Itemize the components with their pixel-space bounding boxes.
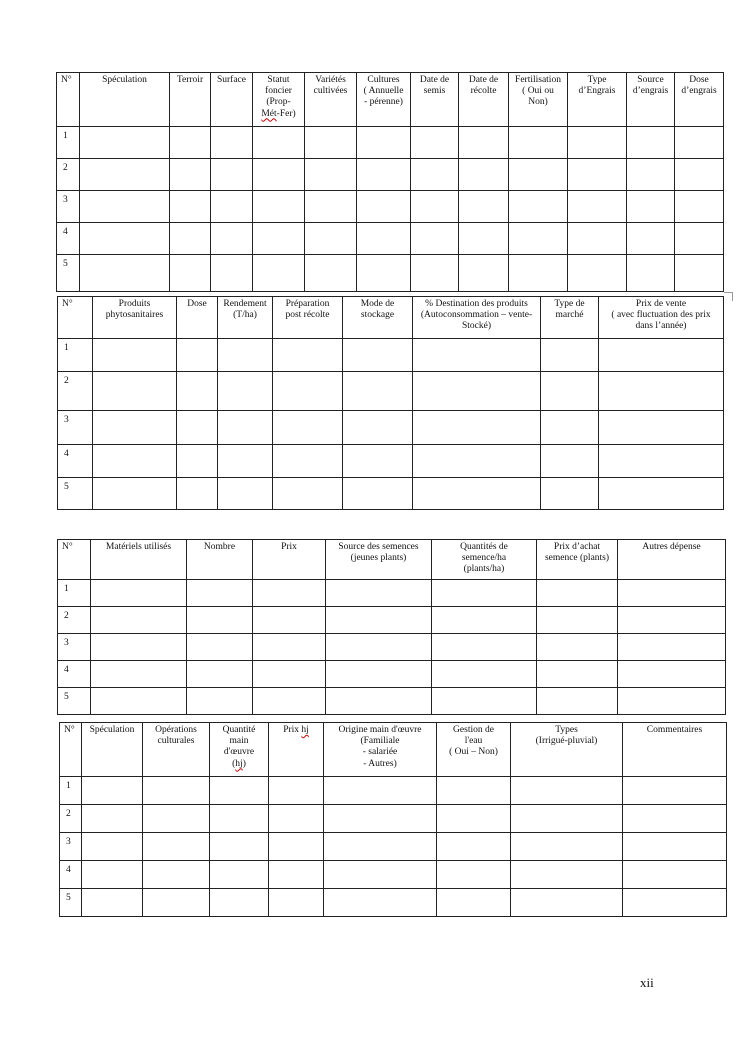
header-types: Types (Irrigué-pluvial) — [511, 723, 623, 777]
empty-cell[interactable] — [326, 607, 432, 634]
table-row — [57, 127, 724, 159]
empty-cell[interactable] — [599, 411, 724, 445]
empty-cell[interactable] — [273, 411, 343, 445]
empty-cell[interactable] — [343, 445, 413, 478]
table-cultures — [56, 72, 724, 292]
row-number: 2 — [58, 607, 91, 634]
empty-cell[interactable] — [437, 889, 511, 917]
header-type-marche: Type de marché — [541, 297, 599, 339]
empty-cell[interactable] — [91, 580, 187, 607]
empty-cell[interactable] — [541, 478, 599, 510]
empty-cell[interactable] — [541, 445, 599, 478]
empty-cell[interactable] — [537, 688, 618, 715]
empty-cell[interactable] — [511, 889, 623, 917]
header-speculation: Spéculation — [82, 723, 143, 777]
empty-cell[interactable] — [568, 191, 627, 223]
empty-cell[interactable] — [413, 478, 541, 510]
row-number: 4 — [60, 861, 82, 889]
empty-cell[interactable] — [623, 805, 727, 833]
empty-cell[interactable] — [432, 607, 537, 634]
empty-cell[interactable] — [273, 339, 343, 372]
empty-cell[interactable] — [541, 372, 599, 411]
empty-cell[interactable] — [343, 478, 413, 510]
empty-cell[interactable] — [411, 127, 459, 159]
header-autres-depense: Autres dépense — [618, 540, 726, 580]
empty-cell[interactable] — [627, 159, 675, 191]
empty-cell[interactable] — [305, 159, 357, 191]
empty-cell[interactable] — [459, 159, 509, 191]
header-commentaires: Commentaires — [623, 723, 727, 777]
empty-cell[interactable] — [211, 127, 253, 159]
empty-cell[interactable] — [618, 580, 726, 607]
row-number: 3 — [60, 833, 82, 861]
header-materiels: Matériels utilisés — [91, 540, 187, 580]
empty-cell[interactable] — [413, 445, 541, 478]
empty-cell[interactable] — [253, 191, 305, 223]
empty-cell[interactable] — [253, 661, 326, 688]
table-main-oeuvre — [59, 722, 727, 917]
empty-cell[interactable] — [187, 661, 253, 688]
empty-cell[interactable] — [253, 580, 326, 607]
header-varietes: Variétés cultivées — [305, 73, 357, 127]
empty-cell[interactable] — [93, 445, 177, 478]
empty-cell[interactable] — [80, 127, 170, 159]
corner-mark — [724, 292, 733, 301]
empty-cell[interactable] — [437, 805, 511, 833]
empty-cell[interactable] — [411, 191, 459, 223]
empty-cell[interactable] — [177, 339, 218, 372]
table-row — [60, 833, 727, 861]
header-terroir: Terroir — [170, 73, 211, 127]
empty-cell[interactable] — [432, 580, 537, 607]
empty-cell[interactable] — [509, 159, 568, 191]
empty-cell[interactable] — [269, 889, 324, 917]
row-number: 3 — [58, 634, 91, 661]
empty-cell[interactable] — [324, 777, 437, 805]
row-number: 4 — [58, 445, 93, 478]
empty-cell[interactable] — [177, 445, 218, 478]
empty-cell[interactable] — [269, 805, 324, 833]
empty-cell[interactable] — [218, 478, 273, 510]
empty-cell[interactable] — [599, 478, 724, 510]
row-number: 3 — [57, 191, 80, 223]
empty-cell[interactable] — [82, 833, 143, 861]
empty-cell[interactable] — [305, 191, 357, 223]
row-number: 5 — [60, 889, 82, 917]
table-row — [58, 634, 726, 661]
empty-cell[interactable] — [253, 255, 305, 292]
empty-cell[interactable] — [82, 889, 143, 917]
empty-cell[interactable] — [568, 255, 627, 292]
header-source-engrais: Source d’engrais — [627, 73, 675, 127]
empty-cell[interactable] — [170, 127, 211, 159]
empty-cell[interactable] — [305, 255, 357, 292]
header-dose: Dose — [177, 297, 218, 339]
row-number: 1 — [58, 580, 91, 607]
empty-cell[interactable] — [326, 661, 432, 688]
empty-cell[interactable] — [324, 889, 437, 917]
empty-cell[interactable] — [343, 411, 413, 445]
empty-cell[interactable] — [509, 191, 568, 223]
empty-cell[interactable] — [143, 833, 210, 861]
empty-cell[interactable] — [511, 777, 623, 805]
empty-cell[interactable] — [627, 223, 675, 255]
empty-cell[interactable] — [253, 127, 305, 159]
header-quantites-semence: Quantités de semence/ha (plants/ha) — [432, 540, 537, 580]
empty-cell[interactable] — [568, 159, 627, 191]
table-row — [58, 339, 724, 372]
table-materiels — [57, 539, 726, 715]
empty-cell[interactable] — [218, 339, 273, 372]
empty-cell[interactable] — [80, 223, 170, 255]
header-speculation: Spéculation — [80, 73, 170, 127]
table-row — [58, 661, 726, 688]
row-number: 4 — [57, 223, 80, 255]
row-number: 4 — [58, 661, 91, 688]
row-number: 5 — [58, 688, 91, 715]
empty-cell[interactable] — [91, 634, 187, 661]
empty-cell[interactable] — [80, 255, 170, 292]
empty-cell[interactable] — [170, 159, 211, 191]
empty-cell[interactable] — [218, 372, 273, 411]
empty-cell[interactable] — [253, 223, 305, 255]
header-origine-main-oeuvre: Origine main d'œuvre (Familiale - salariée - Autres) — [324, 723, 437, 777]
empty-cell[interactable] — [93, 411, 177, 445]
table-row — [58, 688, 726, 715]
empty-cell[interactable] — [80, 191, 170, 223]
header-statut-foncier: Statut foncier (Prop- Mét-Fer) — [253, 73, 305, 127]
empty-cell[interactable] — [269, 777, 324, 805]
table-production — [57, 296, 724, 510]
empty-cell[interactable] — [210, 861, 269, 889]
row-number: 3 — [58, 411, 93, 445]
table-row — [58, 478, 724, 510]
empty-cell[interactable] — [143, 861, 210, 889]
empty-cell[interactable] — [411, 255, 459, 292]
header-quantite-main-oeuvre: Quantité main d'œuvre (hj) — [210, 723, 269, 777]
empty-cell[interactable] — [93, 478, 177, 510]
empty-cell[interactable] — [273, 478, 343, 510]
empty-cell[interactable] — [568, 127, 627, 159]
empty-cell[interactable] — [343, 372, 413, 411]
empty-cell[interactable] — [537, 634, 618, 661]
header-num: N° — [57, 73, 80, 127]
table-row — [58, 607, 726, 634]
empty-cell[interactable] — [509, 255, 568, 292]
empty-cell[interactable] — [82, 861, 143, 889]
row-number: 2 — [60, 805, 82, 833]
row-number: 5 — [58, 478, 93, 510]
empty-cell[interactable] — [177, 478, 218, 510]
empty-cell[interactable] — [91, 688, 187, 715]
empty-cell[interactable] — [437, 861, 511, 889]
empty-cell[interactable] — [437, 833, 511, 861]
empty-cell[interactable] — [343, 339, 413, 372]
empty-cell[interactable] — [675, 191, 724, 223]
header-date-recolte: Date de récolte — [459, 73, 509, 127]
empty-cell[interactable] — [269, 833, 324, 861]
empty-cell[interactable] — [627, 191, 675, 223]
empty-cell[interactable] — [413, 411, 541, 445]
empty-cell[interactable] — [437, 777, 511, 805]
empty-cell[interactable] — [91, 661, 187, 688]
empty-cell[interactable] — [326, 580, 432, 607]
empty-cell[interactable] — [210, 805, 269, 833]
empty-cell[interactable] — [618, 688, 726, 715]
header-type-engrais: Type d’Engrais — [568, 73, 627, 127]
empty-cell[interactable] — [623, 889, 727, 917]
empty-cell[interactable] — [618, 634, 726, 661]
empty-cell[interactable] — [618, 607, 726, 634]
empty-cell[interactable] — [568, 223, 627, 255]
empty-cell[interactable] — [82, 805, 143, 833]
header-cultures: Cultures ( Annuelle - pérenne) — [357, 73, 411, 127]
header-rendement: Rendement (T/ha) — [218, 297, 273, 339]
empty-cell[interactable] — [93, 339, 177, 372]
header-prix: Prix — [253, 540, 326, 580]
empty-cell[interactable] — [541, 411, 599, 445]
header-stockage: Mode de stockage — [343, 297, 413, 339]
page-number: xii — [640, 975, 654, 990]
row-number: 2 — [57, 159, 80, 191]
empty-cell[interactable] — [599, 372, 724, 411]
empty-cell[interactable] — [675, 159, 724, 191]
empty-cell[interactable] — [511, 805, 623, 833]
table-row — [60, 861, 727, 889]
header-prix-achat: Prix d’achat semence (plants) — [537, 540, 618, 580]
empty-cell[interactable] — [618, 661, 726, 688]
empty-cell[interactable] — [511, 861, 623, 889]
empty-cell[interactable] — [675, 127, 724, 159]
header-prix-vente: Prix de vente ( avec fluctuation des prix dans l’année) — [599, 297, 724, 339]
empty-cell[interactable] — [210, 833, 269, 861]
empty-cell[interactable] — [326, 634, 432, 661]
empty-cell[interactable] — [170, 255, 211, 292]
table-row — [57, 159, 724, 191]
empty-cell[interactable] — [253, 607, 326, 634]
empty-cell[interactable] — [253, 688, 326, 715]
header-dose-engrais: Dose d’engrais — [675, 73, 724, 127]
empty-cell[interactable] — [324, 833, 437, 861]
empty-cell[interactable] — [541, 339, 599, 372]
empty-cell[interactable] — [432, 688, 537, 715]
empty-cell[interactable] — [273, 372, 343, 411]
empty-cell[interactable] — [253, 634, 326, 661]
empty-cell[interactable] — [357, 255, 411, 292]
empty-cell[interactable] — [623, 833, 727, 861]
table-row — [57, 223, 724, 255]
empty-cell[interactable] — [411, 159, 459, 191]
row-number: 1 — [58, 339, 93, 372]
header-gestion-eau: Gestion de l'eau ( Oui – Non) — [437, 723, 511, 777]
empty-cell[interactable] — [218, 445, 273, 478]
empty-cell[interactable] — [177, 411, 218, 445]
empty-cell[interactable] — [357, 191, 411, 223]
header-surface: Surface — [211, 73, 253, 127]
row-number: 1 — [57, 127, 80, 159]
empty-cell[interactable] — [357, 159, 411, 191]
empty-cell[interactable] — [82, 777, 143, 805]
empty-cell[interactable] — [432, 661, 537, 688]
table-row — [57, 255, 724, 292]
header-destination: % Destination des produits (Autoconsommation – vente- Stocké) — [413, 297, 541, 339]
empty-cell[interactable] — [324, 805, 437, 833]
empty-cell[interactable] — [509, 223, 568, 255]
empty-cell[interactable] — [599, 339, 724, 372]
header-prix-hj: Prix hj — [269, 723, 324, 777]
table-row — [58, 372, 724, 411]
empty-cell[interactable] — [511, 833, 623, 861]
empty-cell[interactable] — [623, 861, 727, 889]
empty-cell[interactable] — [459, 255, 509, 292]
empty-cell[interactable] — [211, 191, 253, 223]
empty-cell[interactable] — [177, 372, 218, 411]
empty-cell[interactable] — [459, 223, 509, 255]
empty-cell[interactable] — [627, 127, 675, 159]
empty-cell[interactable] — [411, 223, 459, 255]
empty-cell[interactable] — [80, 159, 170, 191]
empty-cell[interactable] — [537, 607, 618, 634]
table-row — [60, 777, 727, 805]
empty-cell[interactable] — [187, 580, 253, 607]
header-preparation: Préparation post récolte — [273, 297, 343, 339]
header-date-semis: Date de semis — [411, 73, 459, 127]
empty-cell[interactable] — [537, 580, 618, 607]
header-num: N° — [58, 540, 91, 580]
empty-cell[interactable] — [459, 191, 509, 223]
empty-cell[interactable] — [269, 861, 324, 889]
empty-cell[interactable] — [627, 255, 675, 292]
empty-cell[interactable] — [509, 127, 568, 159]
empty-cell[interactable] — [211, 159, 253, 191]
empty-cell[interactable] — [211, 223, 253, 255]
empty-cell[interactable] — [675, 223, 724, 255]
empty-cell[interactable] — [218, 411, 273, 445]
header-nombre: Nombre — [187, 540, 253, 580]
empty-cell[interactable] — [210, 777, 269, 805]
empty-cell[interactable] — [210, 889, 269, 917]
empty-cell[interactable] — [537, 661, 618, 688]
empty-cell[interactable] — [675, 255, 724, 292]
empty-cell[interactable] — [211, 255, 253, 292]
empty-cell[interactable] — [599, 445, 724, 478]
table-row — [60, 805, 727, 833]
table-row — [58, 580, 726, 607]
header-source-semences: Source des semences (jeunes plants) — [326, 540, 432, 580]
empty-cell[interactable] — [187, 688, 253, 715]
empty-cell[interactable] — [413, 339, 541, 372]
empty-cell[interactable] — [357, 127, 411, 159]
empty-cell[interactable] — [187, 634, 253, 661]
header-produits-phyto: Produits phytosanitaires — [93, 297, 177, 339]
row-number: 2 — [58, 372, 93, 411]
table-row — [58, 411, 724, 445]
empty-cell[interactable] — [170, 223, 211, 255]
row-number: 5 — [57, 255, 80, 292]
empty-cell[interactable] — [324, 861, 437, 889]
empty-cell[interactable] — [623, 777, 727, 805]
table-row — [58, 445, 724, 478]
empty-cell[interactable] — [143, 889, 210, 917]
empty-cell[interactable] — [253, 159, 305, 191]
empty-cell[interactable] — [326, 688, 432, 715]
empty-cell[interactable] — [459, 127, 509, 159]
empty-cell[interactable] — [413, 372, 541, 411]
header-operations: Opérations culturales — [143, 723, 210, 777]
empty-cell[interactable] — [143, 777, 210, 805]
empty-cell[interactable] — [170, 191, 211, 223]
header-num: N° — [58, 297, 93, 339]
header-num: N° — [60, 723, 82, 777]
empty-cell[interactable] — [357, 223, 411, 255]
empty-cell[interactable] — [93, 372, 177, 411]
table-row — [60, 889, 727, 917]
header-fertilisation: Fertilisation ( Oui ou Non) — [509, 73, 568, 127]
table-row — [57, 191, 724, 223]
empty-cell[interactable] — [432, 634, 537, 661]
empty-cell[interactable] — [273, 445, 343, 478]
empty-cell[interactable] — [187, 607, 253, 634]
empty-cell[interactable] — [91, 607, 187, 634]
empty-cell[interactable] — [305, 127, 357, 159]
row-number: 1 — [60, 777, 82, 805]
empty-cell[interactable] — [305, 223, 357, 255]
empty-cell[interactable] — [143, 805, 210, 833]
